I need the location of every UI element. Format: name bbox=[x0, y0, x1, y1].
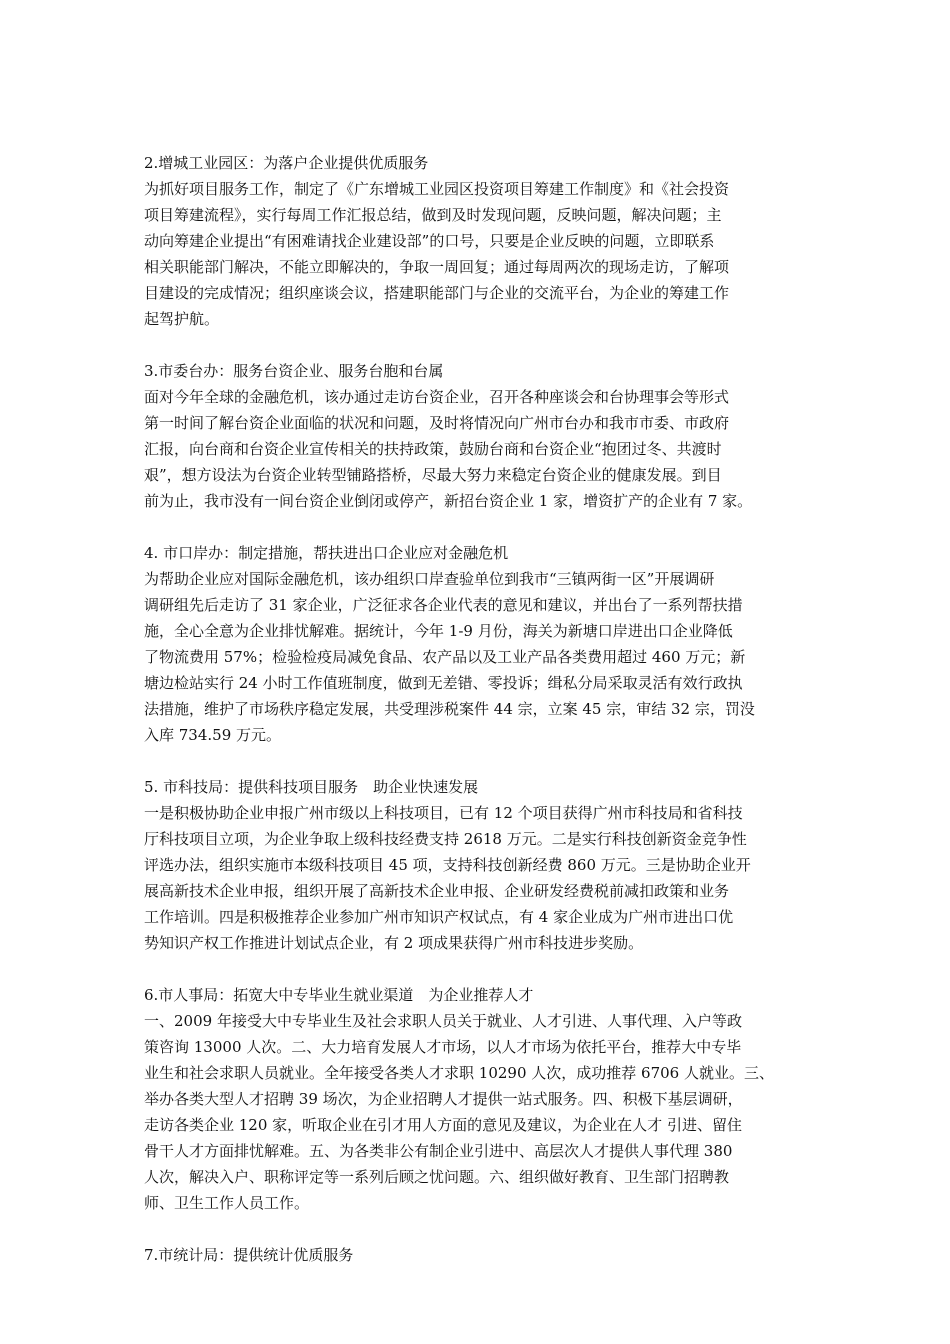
paragraph-line: 走访各类企业 120 家，听取企业在引才用人方面的意见及建议，为企业在人才 引进、留住 bbox=[144, 1116, 742, 1134]
section-statistics-bureau bbox=[144, 1242, 816, 1268]
paragraph-line: 举办各类大型人才招聘 39 场次，为企业招聘人才提供一站式服务。四、积极下基层调研， bbox=[144, 1090, 743, 1108]
section-heading: 5. 市科技局：提供科技项目服务 助企业快速发展 bbox=[144, 778, 479, 796]
paragraph-line: 势知识产权工作推进计划试点企业，有 2 项成果获得广州市科技进步奖励。 bbox=[144, 934, 644, 952]
paragraph-line: 面对今年全球的金融危机，该办通过走访台资企业，召开各种座谈会和台协理事会等形式 bbox=[144, 388, 730, 406]
paragraph-line: 调研组先后走访了 31 家企业，广泛征求各企业代表的意见和建议，并出台了一系列帮扶措 bbox=[144, 596, 743, 614]
paragraph-line: 塘边检站实行 24 小时工作值班制度，做到无差错、零投诉；缉私分局采取灵活有效行政执 bbox=[144, 674, 743, 692]
paragraph-line: 艰”，想方设法为台资企业转型铺路搭桥，尽最大努力来稳定台资企业的健康发展。到目 bbox=[144, 466, 722, 484]
paragraph-line: 相关职能部门解决，不能立即解决的，争取一周回复；通过每周两次的现场走访，了解项 bbox=[144, 258, 730, 276]
paragraph-line: 为帮助企业应对国际金融危机，该办组织口岸查验单位到我市“三镇两街一区”开展调研 bbox=[144, 570, 715, 588]
paragraph-line: 厅科技项目立项，为企业争取上级科技经费支持 2618 万元。二是实行科技创新资金竞争性 bbox=[144, 830, 747, 848]
paragraph-line: 目建设的完成情况；组织座谈会议，搭建职能部门与企业的交流平台，为企业的筹建工作 bbox=[144, 284, 730, 302]
paragraph-line: 骨干人才方面排忧解难。五、为各类非公有制企业引进中、高层次人才提供人事代理 380 bbox=[144, 1142, 733, 1160]
paragraph-line: 人次，解决入户、职称评定等一系列后顾之忧问题。六、组织做好教育、卫生部门招聘教 bbox=[144, 1168, 730, 1186]
section-port-office bbox=[144, 540, 816, 748]
section-science-technology-bureau bbox=[144, 774, 816, 956]
paragraph-line: 法措施，维护了市场秩序稳定发展，共受理涉税案件 44 宗，立案 45 宗，审结 32 宗，罚没 bbox=[144, 700, 755, 718]
paragraph-line: 一、2009 年接受大中专毕业生及社会求职人员关于就业、人才引进、人事代理、入户等政 bbox=[144, 1012, 742, 1030]
section-heading: 3.市委台办：服务台资企业、服务台胞和台属 bbox=[144, 362, 444, 380]
paragraph-line: 入库 734.59 万元。 bbox=[144, 726, 282, 744]
paragraph-line: 汇报，向台商和台资企业宣传相关的扶持政策，鼓励台商和台资企业“抱团过冬、共渡时 bbox=[144, 440, 722, 458]
paragraph-line: 为抓好项目服务工作，制定了《广东增城工业园区投资项目筹建工作制度》和《社会投资 bbox=[144, 180, 730, 198]
paragraph-line: 师、卫生工作人员工作。 bbox=[144, 1194, 310, 1212]
section-personnel-bureau bbox=[144, 982, 816, 1216]
section-heading: 6.市人事局：拓宽大中专毕业生就业渠道 为企业推荐人才 bbox=[144, 986, 534, 1004]
paragraph-line: 项目筹建流程》，实行每周工作汇报总结，做到及时发现问题，反映问题，解决问题；主 bbox=[144, 206, 722, 224]
paragraph-line: 展高新技术企业申报，组织开展了高新技术企业申报、企业研发经费税前减扣政策和业务 bbox=[144, 882, 730, 900]
paragraph-line: 施，全心全意为企业排忧解难。据统计，今年 1-9 月份，海关为新塘口岸进出口企业降低 bbox=[144, 622, 733, 640]
paragraph-line: 业生和社会求职人员就业。全年接受各类人才求职 10290 人次，成功推荐 6706 人就业。三、 bbox=[144, 1064, 774, 1082]
paragraph-line: 起驾护航。 bbox=[144, 310, 220, 328]
paragraph-line: 工作培训。四是积极推荐企业参加广州市知识产权试点，有 4 家企业成为广州市进出口优 bbox=[144, 908, 734, 926]
paragraph-line: 评选办法，组织实施市本级科技项目 45 项，支持科技创新经费 860 万元。三是协助企业开 bbox=[144, 856, 751, 874]
paragraph-line: 策咨询 13000 人次。二、大力培育发展人才市场，以人才市场为依托平台，推荐大中专毕 bbox=[144, 1038, 742, 1056]
section-taiwan-affairs-office bbox=[144, 358, 816, 514]
section-heading: 4. 市口岸办：制定措施，帮扶进出口企业应对金融危机 bbox=[144, 544, 509, 562]
section-heading: 2.增城工业园区：为落户企业提供优质服务 bbox=[144, 154, 429, 172]
paragraph-line: 第一时间了解台资企业面临的状况和问题，及时将情况向广州市台办和我市市委、市政府 bbox=[144, 414, 730, 432]
paragraph-line: 了物流费用 57%；检验检疫局减免食品、农产品以及工业产品各类费用超过 460 万元；新 bbox=[144, 648, 746, 666]
paragraph-line: 一是积极协助企业申报广州市级以上科技项目，已有 12 个项目获得广州市科技局和省科技 bbox=[144, 804, 743, 822]
paragraph-line: 动向筹建企业提出“有困难请找企业建设部”的口号，只要是企业反映的问题，立即联系 bbox=[144, 232, 715, 250]
paragraph-line: 前为止，我市没有一间台资企业倒闭或停产，新招台资企业 1 家，增资扩产的企业有 7 家。 bbox=[144, 492, 753, 510]
document-page bbox=[144, 150, 816, 1294]
section-zengcheng-industrial-park bbox=[144, 150, 816, 332]
section-heading: 7.市统计局：提供统计优质服务 bbox=[144, 1246, 354, 1264]
